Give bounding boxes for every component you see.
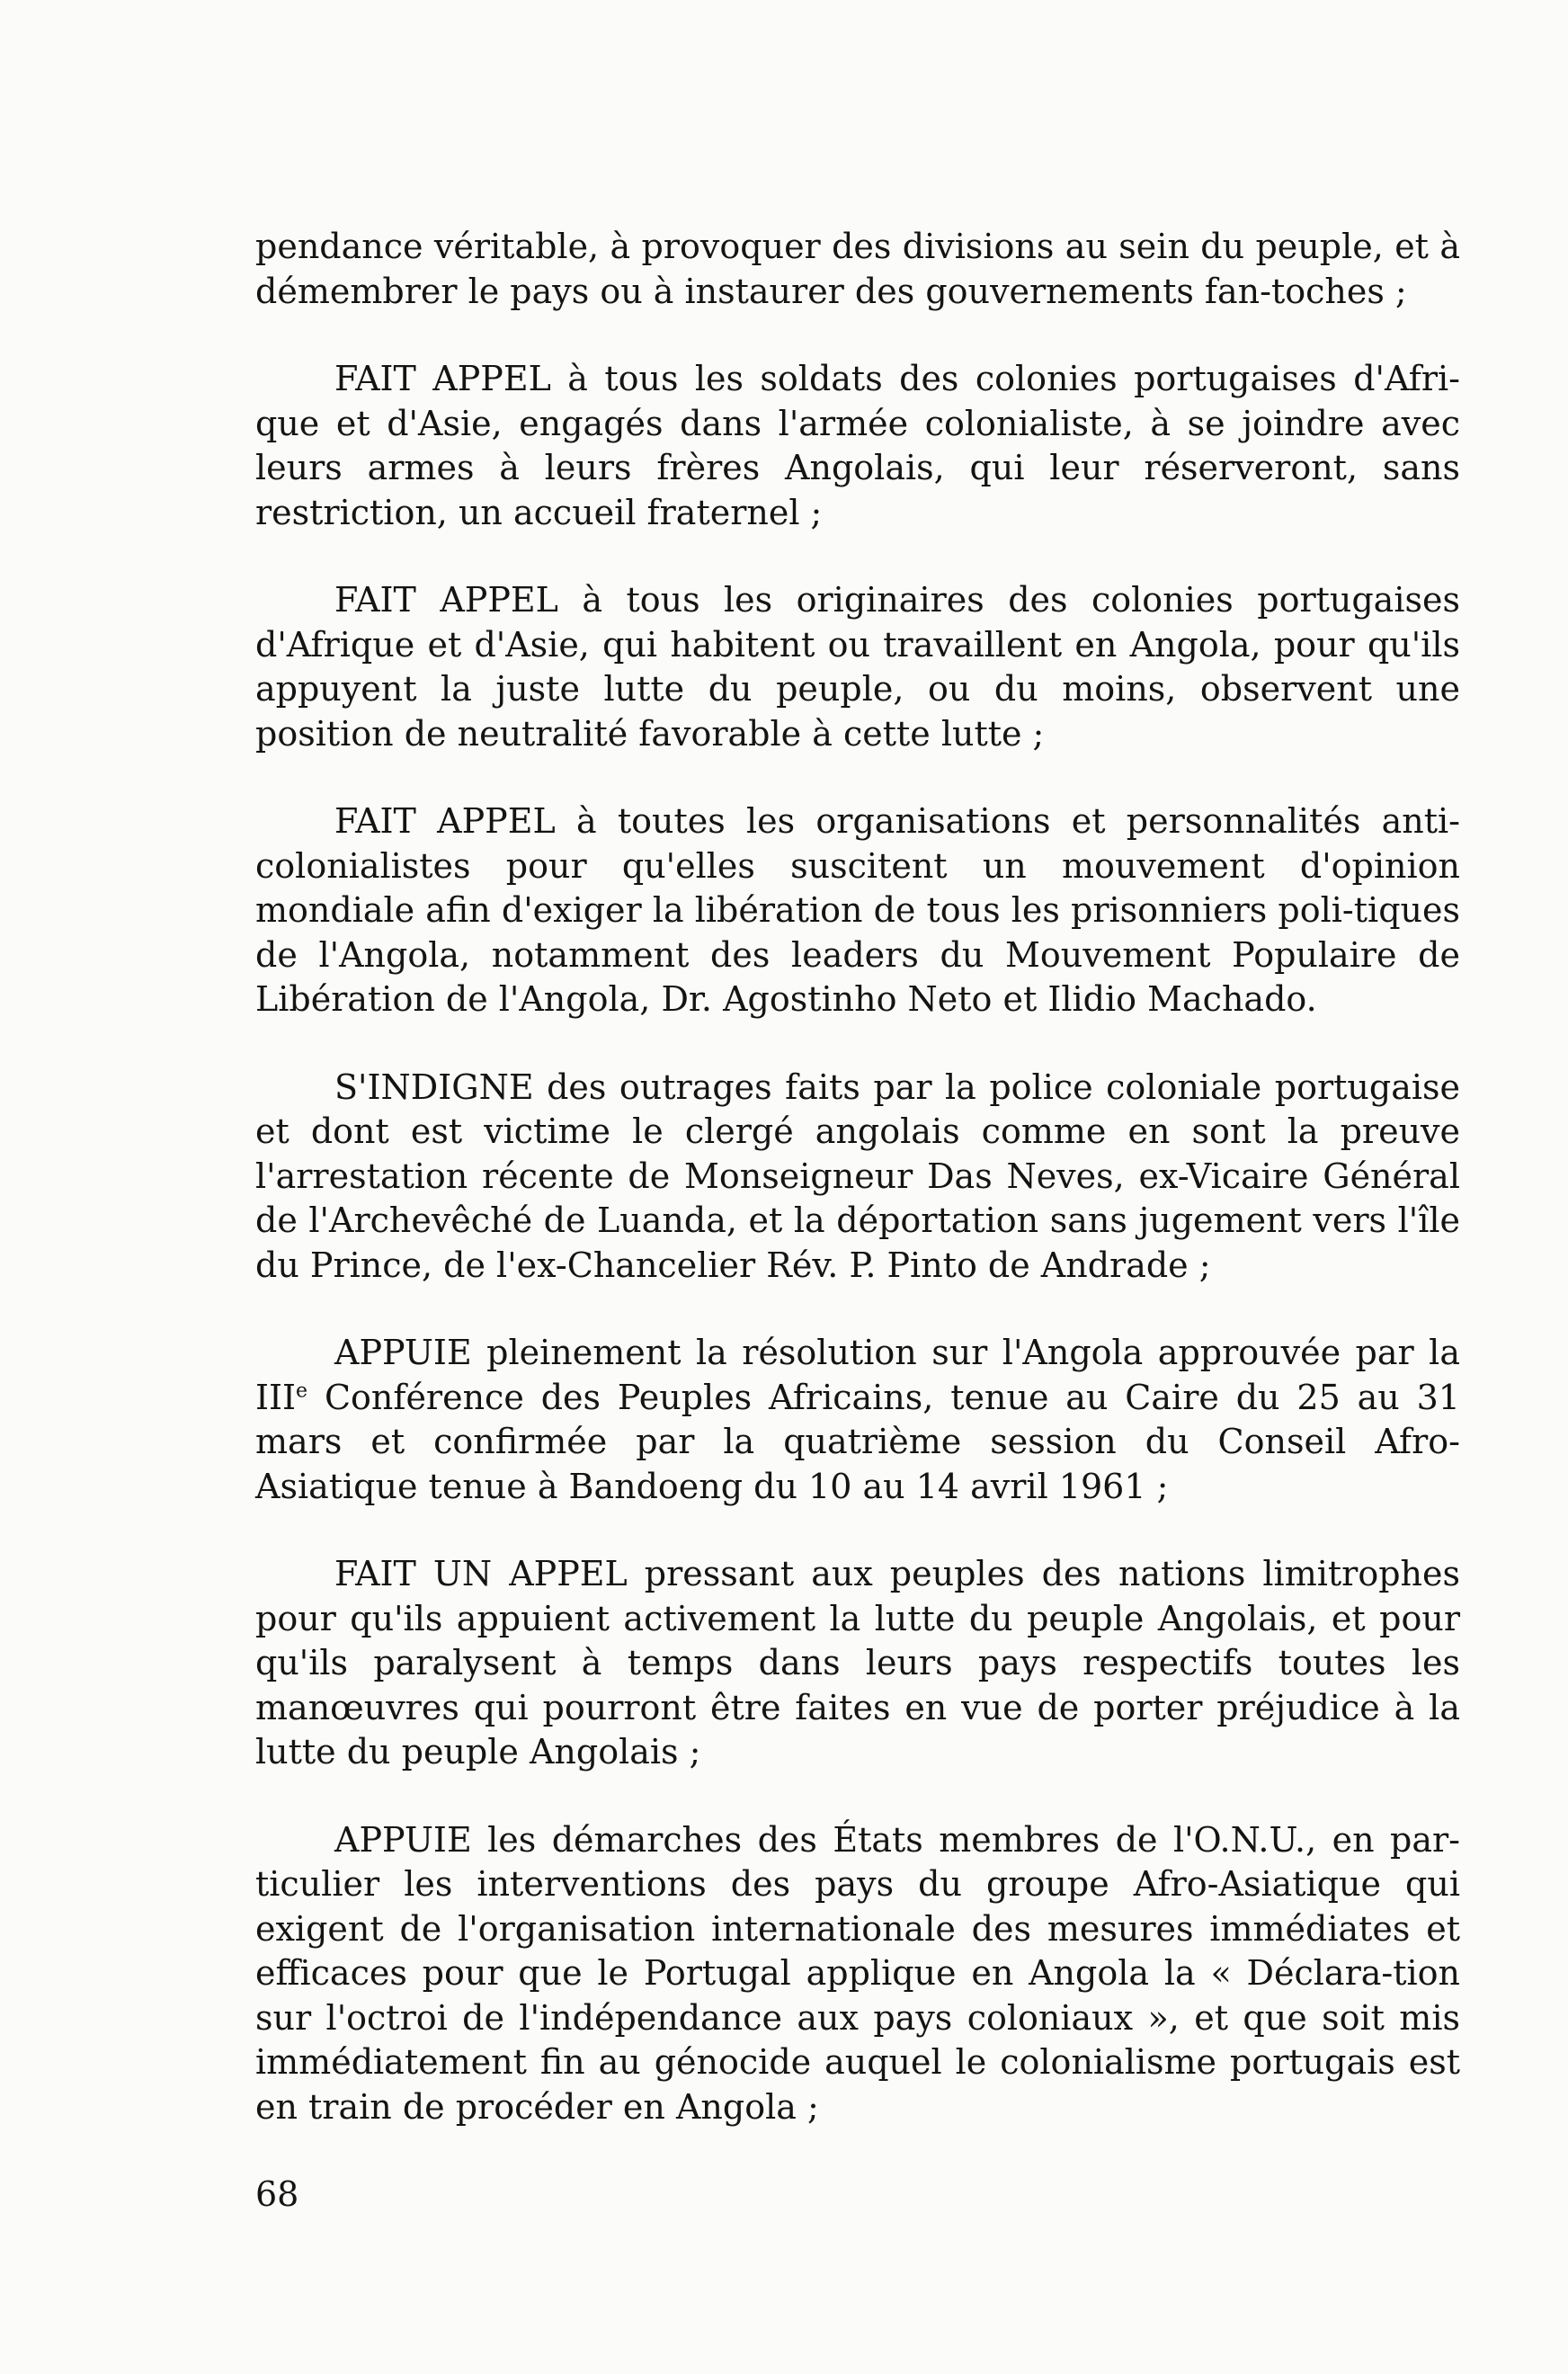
paragraph-indigne: S'INDIGNE des outrages faits par la police coloniale portugaise et dont est victime le clergé angolais comme en sont la preuve l'arrestation récente de Monseigneur Das Neves, ex-Vicaire Général de l'Archevêché de Luanda, et la déportation sans jugement vers l'île du Prince, de l'ex-Chancelier Rév. P. Pinto de Andrade ;: [255, 1067, 1460, 1285]
paragraph-appeal-limitrophes: FAIT UN APPEL pressant aux peuples des nations limitrophes pour qu'ils appuient activement la lutte du peuple Angolais, et pour qu'ils paralysent à temps dans leurs pays respectifs toutes les manœuvres qui pourront être faites en vue de porter préjudice à la lutte du peuple Angolais ;: [255, 1554, 1460, 1772]
paragraph-appeal-soldiers: FAIT APPEL à tous les soldats des colonies portugaises d'Afri-que et d'Asie, engagés dans l'armée colonialiste, à se joindre avec leurs armes à leurs frères Angolais, qui leur réserveront, sans restriction, un accueil fraternel ;: [255, 359, 1460, 532]
paragraph-appuie-resolution: [255, 1331, 1460, 1509]
paragraph-appeal-organisations: FAIT APPEL à toutes les organisations et personnalités anti-colonialistes pour qu'elles suscitent un mouvement d'opinion mondiale afin d'exiger la libération de tous les prisonniers poli-tiques de l'Angola, notamment des leaders du Mouvement Populaire de Libération de l'Angola, Dr. Agostinho Neto et Ilidio Machado.: [255, 801, 1460, 1019]
page-number: 68: [255, 2174, 299, 2214]
paragraph-continuation: pendance véritable, à provoquer des divisions au sein du peuple, et à démembrer le pays ou à instaurer des gouvernements fan-toches ;: [255, 227, 1460, 311]
appuie-rest-text: Conférence des Peuples Africains, tenue au Caire du 25 au 31 mars et confirmée par la quatrième session du Conseil Afro-Asiatique tenue à Bandoeng du 10 au 14 avril 1961 ;: [255, 1377, 1460, 1506]
page-body-text: [255, 225, 1460, 2129]
appuie-intro-text: APPUIE pleinement la résolution sur l'Angola approuvée par la III: [255, 1333, 1460, 1417]
paragraph-appeal-originaires: FAIT APPEL à tous les originaires des colonies portugaises d'Afrique et d'Asie, qui habitent ou travaillent en Angola, pour qu'ils appuyent la juste lutte du peuple, ou du moins, observent une position de neutralité favorable à cette lutte ;: [255, 580, 1460, 754]
paragraph-appuie-onu: APPUIE les démarches des États membres de l'O.N.U., en par-ticulier les interventions des pays du groupe Afro-Asiatique qui exigent de l'organisation internationale des mesures immédiates et efficaces pour que le Portugal applique en Angola la « Déclara-tion sur l'octroi de l'indépendance aux pays coloniaux », et que soit mis immédiatement fin au génocide auquel le colonialisme portugais est en train de procéder en Angola ;: [255, 1819, 1460, 2127]
ordinal-superscript: e: [296, 1379, 308, 1402]
